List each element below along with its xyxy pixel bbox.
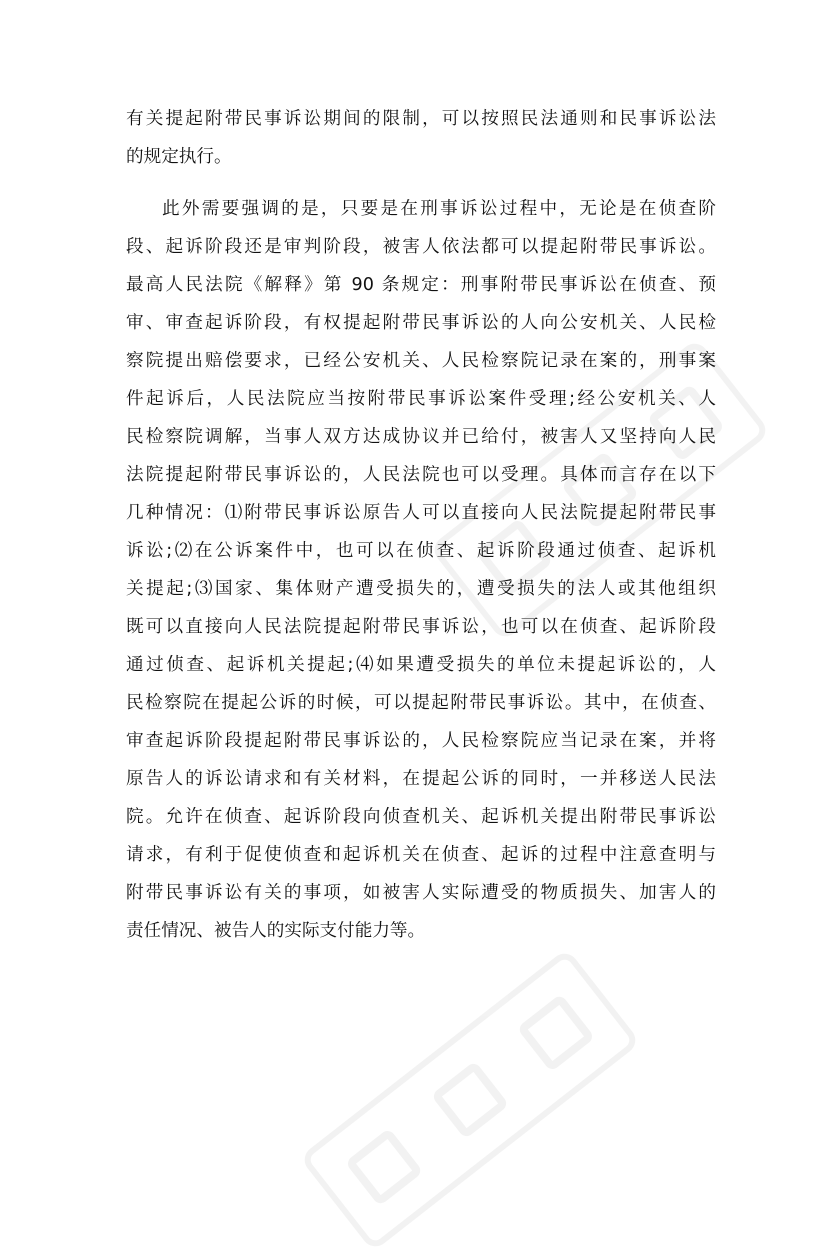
text-line: 原告人的诉讼请求和有关材料，在提起公诉的同时，一并移送人民法 [126,769,716,789]
text-line: 通过侦查、起诉机关提起;⑷如果遭受损失的单位未提起诉讼的，人 [126,655,716,675]
text-line: 最高人民法院《解释》第 90 条规定：刑事附带民事诉讼在侦查、预 [126,275,716,295]
text-line: 几种情况：⑴附带民事诉讼原告人可以直接向人民法院提起附带民事 [126,503,716,523]
text-line: 民检察院调解，当事人双方达成协议并已给付，被害人又坚持向人民 [126,427,716,447]
paragraph-1 [126,100,716,176]
text-line: 法院提起附带民事诉讼的，人民法院也可以受理。具体而言存在以下 [126,465,716,485]
text-line: 请求，有利于促使侦查和起诉机关在侦查、起诉的过程中注意查明与 [126,845,716,865]
watermark-glyph [517,993,596,1072]
text-line: 关提起;⑶国家、集体财产遭受损失的，遭受损失的法人或其他组织 [126,579,716,599]
watermark-glyph [345,1128,424,1207]
text-line: 此外需要强调的是，只要是在刑事诉讼过程中，无论是在侦查阶 [162,199,716,219]
text-line: 院。允许在侦查、起诉阶段向侦查机关、起诉机关提出附带民事诉讼 [126,807,716,827]
paragraph-gap [126,176,716,190]
document-body [126,100,716,950]
text-line: 件起诉后，人民法院应当按附带民事诉讼案件受理;经公安机关、人 [126,389,716,409]
text-line: 审查起诉阶段提起附带民事诉讼的，人民检察院应当记录在案，并将 [126,731,716,751]
text-line: 的规定执行。 [126,147,232,167]
text-line: 审、审查起诉阶段，有权提起附带民事诉讼的人向公安机关、人民检 [126,313,716,333]
text-line: 察院提出赔偿要求，已经公安机关、人民检察院记录在案的，刑事案 [126,351,716,371]
text-line: 有关提起附带民事诉讼期间的限制，可以按照民法通则和民事诉讼法 [126,109,716,129]
text-line: 诉讼;⑵在公诉案件中，也可以在侦查、起诉阶段通过侦查、起诉机 [126,541,716,561]
text-line: 民检察院在提起公诉的时候，可以提起附带民事诉讼。其中，在侦查、 [126,693,716,713]
watermark-logo [299,948,641,1252]
paragraph-2 [126,190,716,950]
text-line: 责任情况、被告人的实际支付能力等。 [126,921,426,941]
watermark-frame [299,948,641,1252]
text-line: 既可以直接向人民法院提起附带民事诉讼，也可以在侦查、起诉阶段 [126,617,716,637]
text-line: 附带民事诉讼有关的事项，如被害人实际遭受的物质损失、加害人的 [126,883,716,903]
watermark-glyph [431,1061,510,1140]
text-line: 段、起诉阶段还是审判阶段，被害人依法都可以提起附带民事诉讼。 [126,237,716,257]
